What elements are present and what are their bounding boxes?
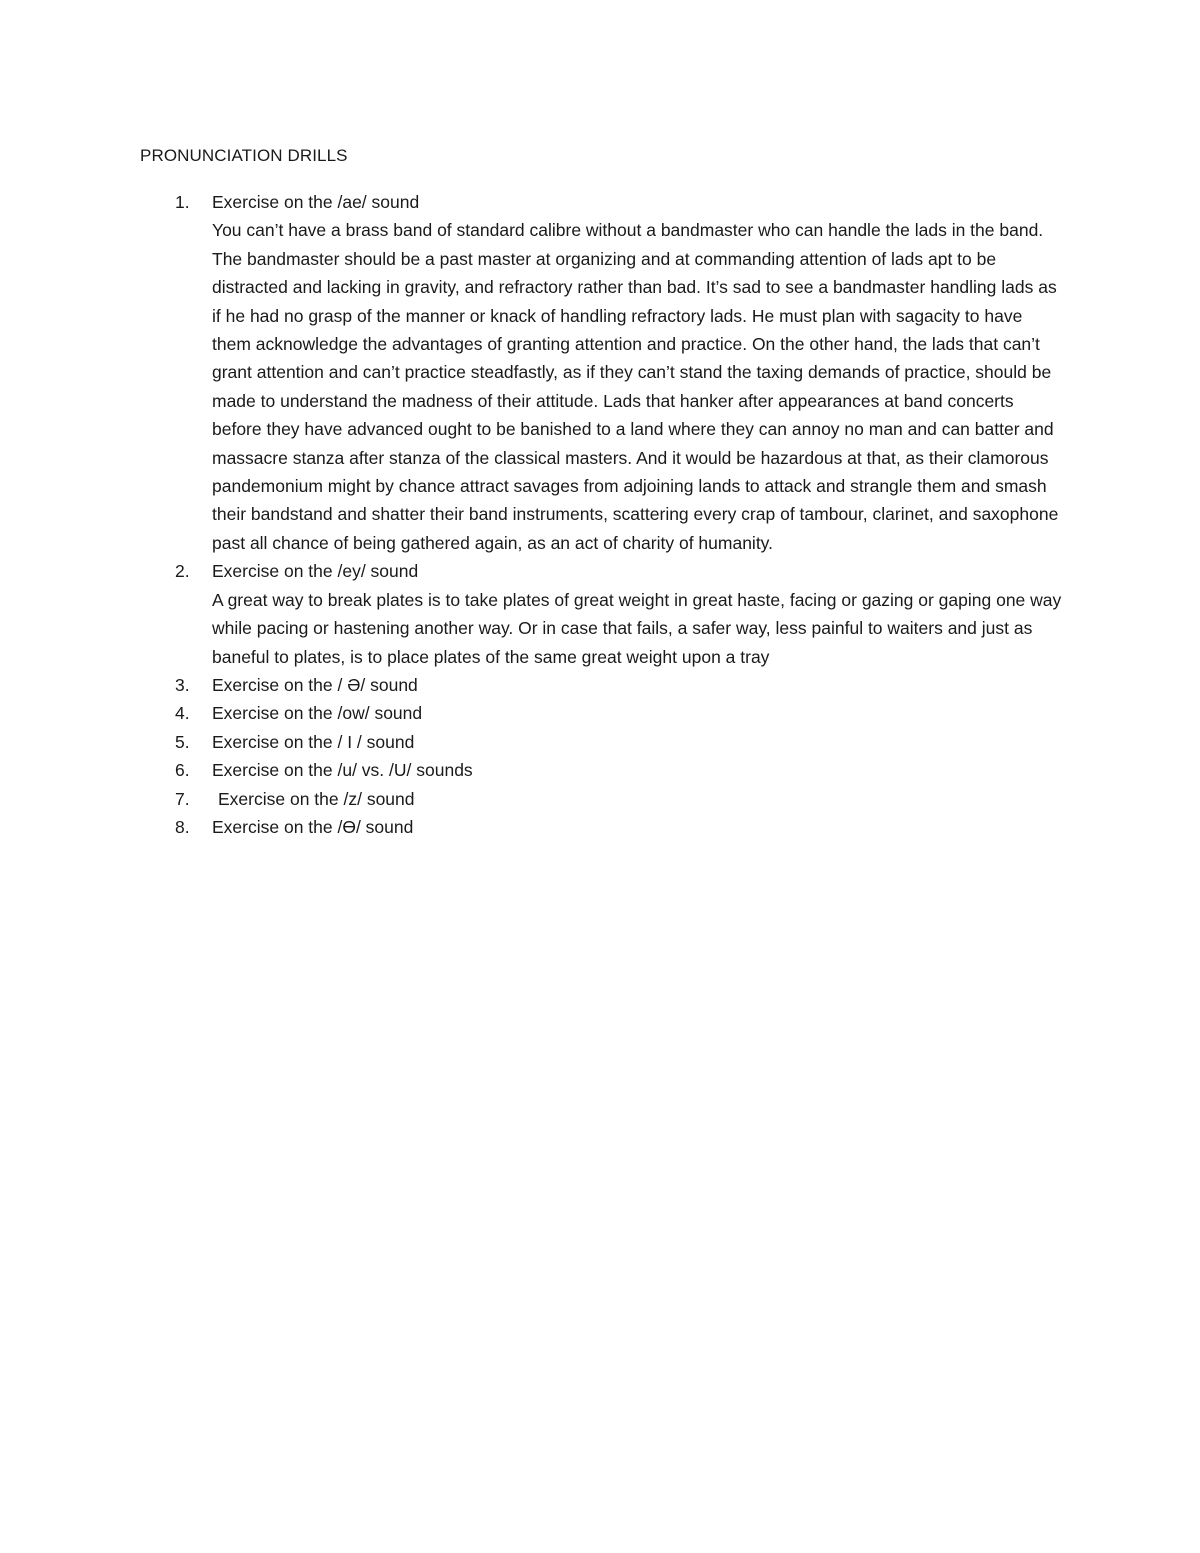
drill-heading: Exercise on the / Ə/ sound: [212, 674, 418, 695]
drill-item-6: [140, 756, 1065, 784]
drill-item-3: [140, 671, 1065, 699]
drill-heading: Exercise on the /ow/ sound: [212, 703, 423, 724]
drill-item-2: [140, 557, 1065, 671]
drill-item-1: [140, 188, 1065, 557]
drill-list: [140, 188, 1065, 841]
drill-item-4: [140, 699, 1065, 727]
drill-heading: Exercise on the /z/ sound: [218, 788, 415, 809]
drill-heading: Exercise on the /u/ vs. /U/ sounds: [212, 760, 473, 781]
drill-item-5: [140, 728, 1065, 756]
drill-heading: Exercise on the /Ɵ/ sound: [212, 816, 414, 837]
drill-number: 8.: [175, 816, 190, 837]
drill-passage: You can’t have a brass band of standard calibre without a bandmaster who can handle the lads in the band. The bandmaster should be a past master at organizing and at commanding attention of lads apt to be distracted and lacking in gravity, and refractory rather than bad. It’s sad to see a bandmaster handling lads as if he had no grasp of the manner or knack of handling refractory lads. He must plan with sagacity to have them acknowledge the advantages of granting attention and practice. On the other hand, the lads that can’t grant attention and can’t practice steadfastly, as if they can’t stand the taxing demands of practice, should be made to understand the madness of their attitude. Lads that hanker after appearances at band concerts before they have advanced ought to be banished to a land where they can annoy no man and can batter and massacre stanza after stanza of the classical masters. And it would be hazardous at that, as their clamorous pandemonium might by chance attract savages from adjoining lands to attack and strangle them and smash their bandstand and shatter their band instruments, scattering every crap of tambour, clarinet, and saxophone past all chance of being gathered again, as an act of charity of humanity.: [212, 220, 1059, 553]
drill-heading: Exercise on the / I / sound: [212, 731, 415, 752]
drill-heading: Exercise on the /ey/ sound: [212, 561, 419, 582]
drill-number: 2.: [175, 561, 190, 582]
document-title: PRONUNCIATION DRILLS: [140, 146, 348, 165]
drill-heading: Exercise on the /ae/ sound: [212, 192, 420, 212]
drill-number: 7.: [175, 788, 190, 809]
drill-item-7: [140, 785, 1065, 813]
drill-number: 4.: [175, 703, 190, 724]
drill-passage: A great way to break plates is to take plates of great weight in great haste, facing or gazing or gaping one way while pacing or hastening another way. Or in case that fails, a safer way, less painful to waiters and just as baneful to plates, is to place plates of the same great weight upon a tray: [212, 589, 1062, 667]
drill-number: 3.: [175, 674, 190, 695]
drill-item-8: [140, 813, 1065, 841]
drill-number: 6.: [175, 760, 190, 781]
drill-number: 5.: [175, 731, 190, 752]
drill-number: 1.: [175, 192, 190, 212]
